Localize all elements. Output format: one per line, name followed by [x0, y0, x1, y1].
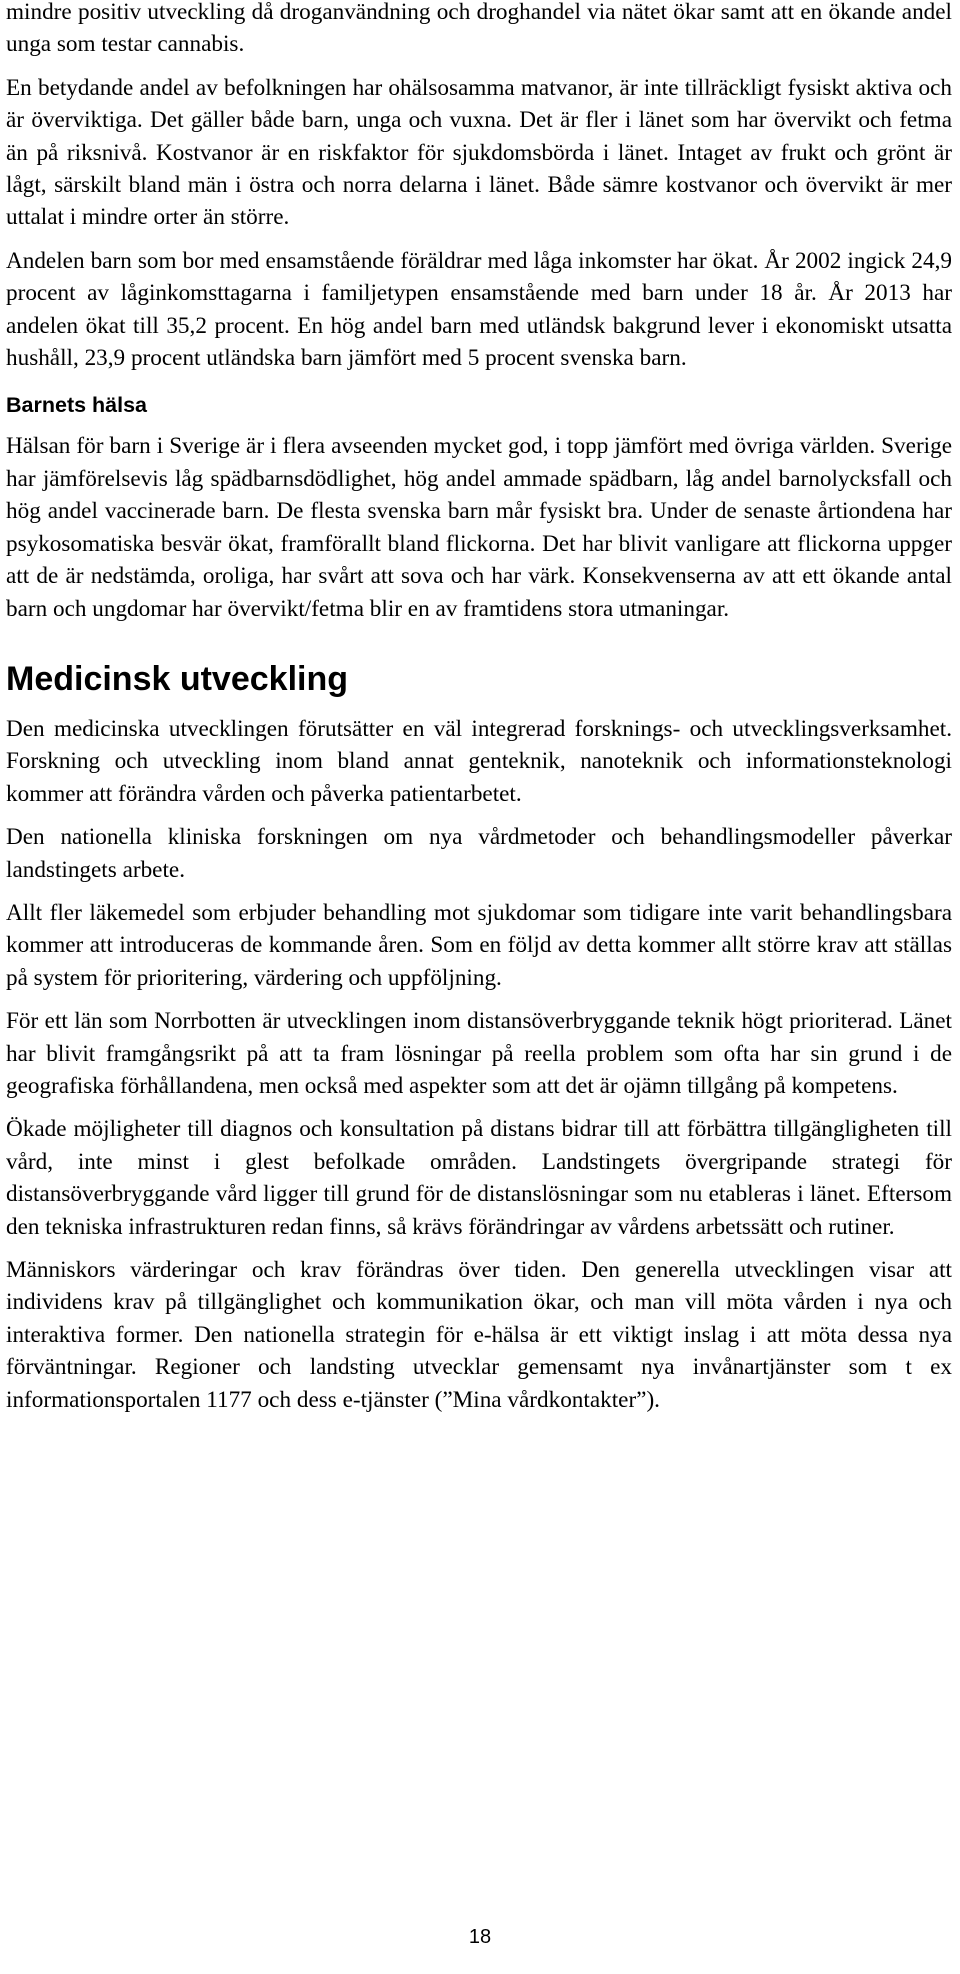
paragraph-single-parents: Andelen barn som bor med ensamstående föräldrar med låga inkomster har ökat. År 2002 ingick 24,9 procent av låginkomsttagarna i familjetypen ensamstående med barn under 18 år. År 2013 har andelen ökat till 35,2 procent. En hög andel barn med utländsk bakgrund lever i ekonomiskt utsatta hushåll, 23,9 procent utländska barn jämfört med 5 procent svenska barn. [6, 247, 952, 372]
paragraph-medical-research: Den medicinska utvecklingen förutsätter en väl integrerad forsknings- och utvecklingsverksamhet. Forskning och utveckling inom bland annat genteknik, nanoteknik och informationsteknologi kommer att förändra vården och påverka patientarbetet. [6, 715, 952, 807]
paragraph-remote-technology: För ett län som Norrbotten är utvecklingen inom distansöverbryggande teknik högt prioriterad. Länet har blivit framgångsrikt på att ta fram lösningar på reella problem som ofta har sin grund i de geografiska förhållandena, men också med aspekter som att det är ojämn tillgång på kompetens. [6, 1008, 952, 1099]
paragraph-drug-trends: mindre positiv utveckling då droganvändning och droghandel via nätet ökar samt att en ökande andel unga som testar cannabis. [6, 0, 952, 58]
paragraph-remote-diagnosis: Ökade möjligheter till diagnos och konsultation på distans bidrar till att förbättra tillgängligheten till vård, inte minst i glest befolkade områden. Landstingets övergripande strategi för distansöverbryggande vård ligger till grund för de distanslösningar som nu etableras i länet. Eftersom den tekniska infrastrukturen redan finns, så krävs förändringar av vårdens arbetssätt och rutiner. [6, 1116, 952, 1240]
paragraph-clinical-research: Den nationella kliniska forskningen om nya vårdmetoder och behandlingsmodeller påverkar landstingets arbete. [6, 824, 952, 883]
paragraph-ehealth: Människors värderingar och krav förändras över tiden. Den generella utvecklingen visar att individens krav på tillgänglighet och kommunikation ökar, och man vill möta vården i nya och interaktiva former. Den nationella strategin för e-hälsa är ett viktigt inslag i att möta dessa nya förväntningar. Regioner och landsting utvecklar gemensamt nya invånartjänster som t ex informationsportalen 1177 och dess e-tjänster (”Mina vårdkontakter”). [6, 1257, 952, 1413]
paragraph-child-health: Hälsan för barn i Sverige är i flera avseenden mycket god, i topp jämfört med övriga världen. Sverige har jämförelsevis låg spädbarnsdödlighet, hög andel ammade spädbarn, låg andel barnolycksfall och hög andel vaccinerade barn. De flesta svenska barn mår fysiskt bra. Under de senaste årtiondena har psykosomatiska besvär ökat, framförallt bland flickorna. Det har blivit vanligare att flickorna uppger att de är nedstämda, oroliga, har svårt att sova och har värk. Konsekvenserna av att ett ökande antal barn och ungdomar har övervikt/fetma blir en av framtidens stora utmaningar. [6, 433, 952, 622]
page-number: 18 [468, 1926, 492, 1948]
paragraph-diet-overweight: En betydande andel av befolkningen har ohälsosamma matvanor, är inte tillräckligt fysiskt aktiva och är överviktiga. Det gäller både barn, unga och vuxna. Det är fler i länet som har övervikt och fetma än på riksnivå. Kostvanor är en riskfaktor för sjukdomsbörda i länet. Intaget av frukt och grönt är lågt, särskilt bland män i östra och norra delarna i länet. Både sämre kostvanor och övervikt är mer uttalat i mindre orter än större. [6, 74, 952, 231]
subheading-barnets-halsa: Barnets hälsa [6, 393, 148, 418]
page-body [6, 0, 952, 1427]
paragraph-new-drugs: Allt fler läkemedel som erbjuder behandling mot sjukdomar som tidigare inte varit behandlingsbara kommer att introduceras de kommande åren. Som en följd av detta kommer allt större krav att ställas på system för prioritering, värdering och uppföljning. [6, 899, 952, 991]
section-heading-medicinsk-utveckling: Medicinsk utveckling [6, 659, 348, 698]
